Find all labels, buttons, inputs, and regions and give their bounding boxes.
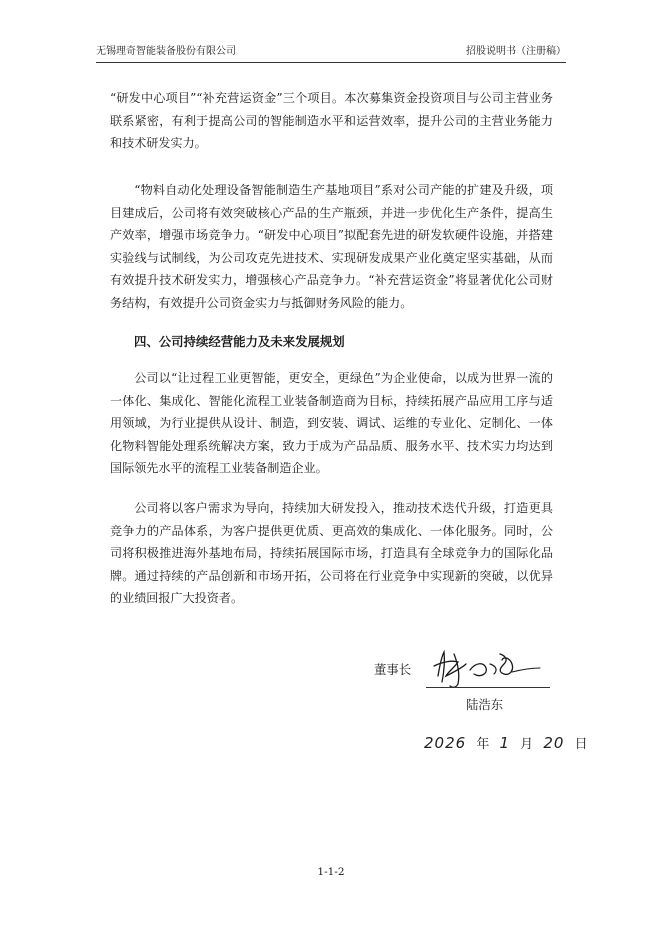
page-number: 1-1-2 bbox=[317, 866, 345, 878]
date-month-unit: 月 bbox=[520, 737, 534, 752]
date-month: 1 bbox=[499, 734, 511, 752]
paragraph-project-benefits: “物料自动化处理设备智能制造生产基地项目”系对公司产能的扩建及升级，项目建成后，公司将有效突破核心产品的生产瓶颈，并进一步优化生产条件，提高生产效率，增强市场竞争力。“研发中心项目”拟配套先进的研发软硬件设施，并搭建实验线与试制线，为公司攻克先进技术、实现研发成果产业化奠定坚实基础，从而有效提升技术研发实力，增强核心产品竞争力。“补充营运资金”将显著优化公司财务结构，有效提升公司资金实力与抵御财务风险的能力。 bbox=[110, 183, 553, 310]
page-header bbox=[96, 44, 566, 63]
paragraph-company-mission: 公司以“让过程工业更智能，更安全，更绿色”为企业使命，以成为世界一流的一体化、集成化、智能化流程工业装备制造商为目标，持续拓展产品应用工序与适用领域，为行业提供从设计、制造，到安装、调试、运维的专业化、定制化、一体化物料智能处理系统解决方案，致力于成为产品品质、服务水平、技术实力均达到国际领先水平的流程工业装备制造企业。 bbox=[110, 371, 553, 476]
paragraph-development-plan: 公司将以客户需求为导向，持续加大研发投入，推动技术迭代升级，打造更具竞争力的产品体系，为客户提供更优质、更高效的集成化、一体化服务。同时，公司将积极推进海外基地布局，持续拓展国际市场，打造具有全球竞争力的国际化品牌。通过持续的产品创新和市场开拓，公司将在行业竞争中实现新的突破，以优异的业绩回报广大投资者。 bbox=[110, 501, 553, 606]
paragraph-fundraising-projects: “研发中心项目”“补充营运资金”三个项目。本次募集资金投资项目与公司主营业务联系紧密，有利于提高公司的智能制造水平和运营效率，提升公司的主营业务能力和技术研发实力。 bbox=[110, 91, 553, 151]
date-year: 2026 bbox=[424, 734, 467, 752]
chairman-title: 董事长 bbox=[374, 662, 412, 677]
chairman-name: 陆浩东 bbox=[466, 697, 504, 712]
date-year-unit: 年 bbox=[476, 737, 490, 752]
signature-date bbox=[424, 730, 594, 758]
header-document-type: 招股说明书（注册稿） bbox=[466, 46, 566, 57]
date-day: 20 bbox=[543, 734, 565, 752]
header-company-name: 无锡理奇智能装备股份有限公司 bbox=[96, 46, 236, 57]
signature-line bbox=[426, 687, 550, 688]
section-heading: 四、公司持续经营能力及未来发展规划 bbox=[134, 334, 345, 349]
date-day-unit: 日 bbox=[574, 737, 588, 752]
